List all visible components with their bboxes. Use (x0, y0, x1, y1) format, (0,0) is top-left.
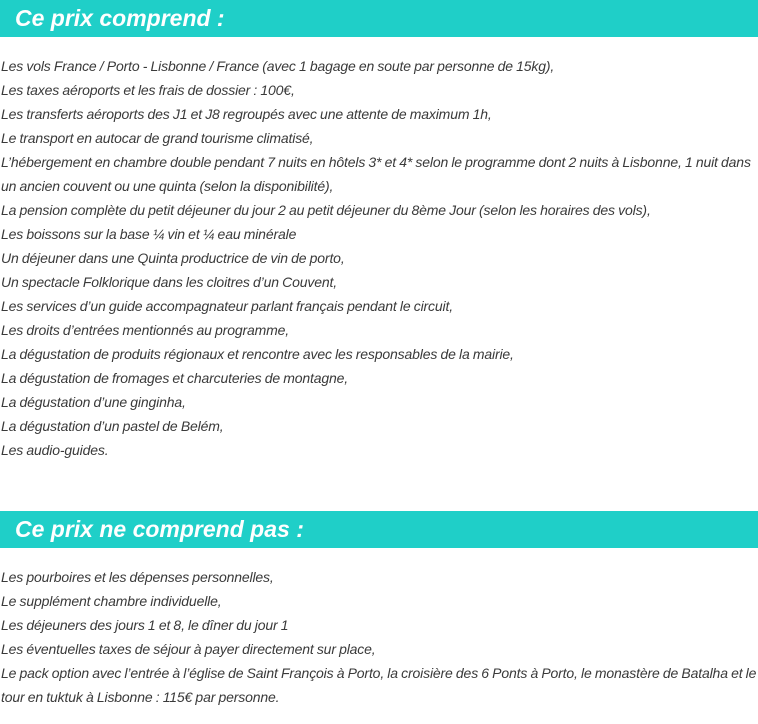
price-includes-list (0, 54, 758, 462)
list-item: Les pourboires et les dépenses personnelles, (1, 569, 274, 585)
list-item: La dégustation d’un pastel de Belém, (1, 418, 224, 434)
list-item: Les transferts aéroports des J1 et J8 regroupés avec une attente de maximum 1h, (1, 106, 492, 122)
list-item: Les services d’un guide accompagnateur parlant français pendant le circuit, (1, 298, 453, 314)
list-item: L’hébergement en chambre double pendant 7 nuits en hôtels 3* et 4* selon le programme dont 2 nuits à Lisbonne, 1 nuit dans un ancien couvent ou une quinta (selon la disponibilité), (1, 154, 751, 194)
list-item: Les éventuelles taxes de séjour à payer directement sur place, (1, 641, 376, 657)
list-item: Les vols France / Porto - Lisbonne / France (avec 1 bagage en soute par personne de 15kg), (1, 58, 555, 74)
list-item: La dégustation de produits régionaux et rencontre avec les responsables de la mairie, (1, 346, 514, 362)
list-item: Les boissons sur la base ¼ vin et ¼ eau minérale (1, 226, 297, 242)
list-item: La dégustation de fromages et charcuteries de montagne, (1, 370, 349, 386)
list-item: Les droits d’entrées mentionnés au programme, (1, 322, 290, 338)
price-excludes-list (0, 565, 758, 709)
list-item: La dégustation d’une ginginha, (1, 394, 186, 410)
price-excludes-section (0, 511, 758, 709)
price-includes-heading: Ce prix comprend : (0, 0, 758, 37)
list-item: Les taxes aéroports et les frais de dossier : 100€, (1, 82, 295, 98)
list-item: Les audio-guides. (1, 442, 109, 458)
list-item: Les déjeuners des jours 1 et 8, le dîner du jour 1 (1, 617, 289, 633)
list-item: La pension complète du petit déjeuner du jour 2 au petit déjeuner du 8ème Jour (selon les horaires des vols), (1, 202, 651, 218)
list-item: Le pack option avec l’entrée à l’église de Saint François à Porto, la croisière des 6 Ponts à Porto, le monastère de Batalha et le tour en tuktuk à Lisbonne : 115€ par personne. (1, 665, 757, 705)
list-item: Un spectacle Folklorique dans les cloitres d’un Couvent, (1, 274, 337, 290)
list-item: Le transport en autocar de grand tourisme climatisé, (1, 130, 314, 146)
list-item: Un déjeuner dans une Quinta productrice de vin de porto, (1, 250, 345, 266)
price-excludes-heading: Ce prix ne comprend pas : (0, 511, 758, 548)
list-item: Le supplément chambre individuelle, (1, 593, 222, 609)
